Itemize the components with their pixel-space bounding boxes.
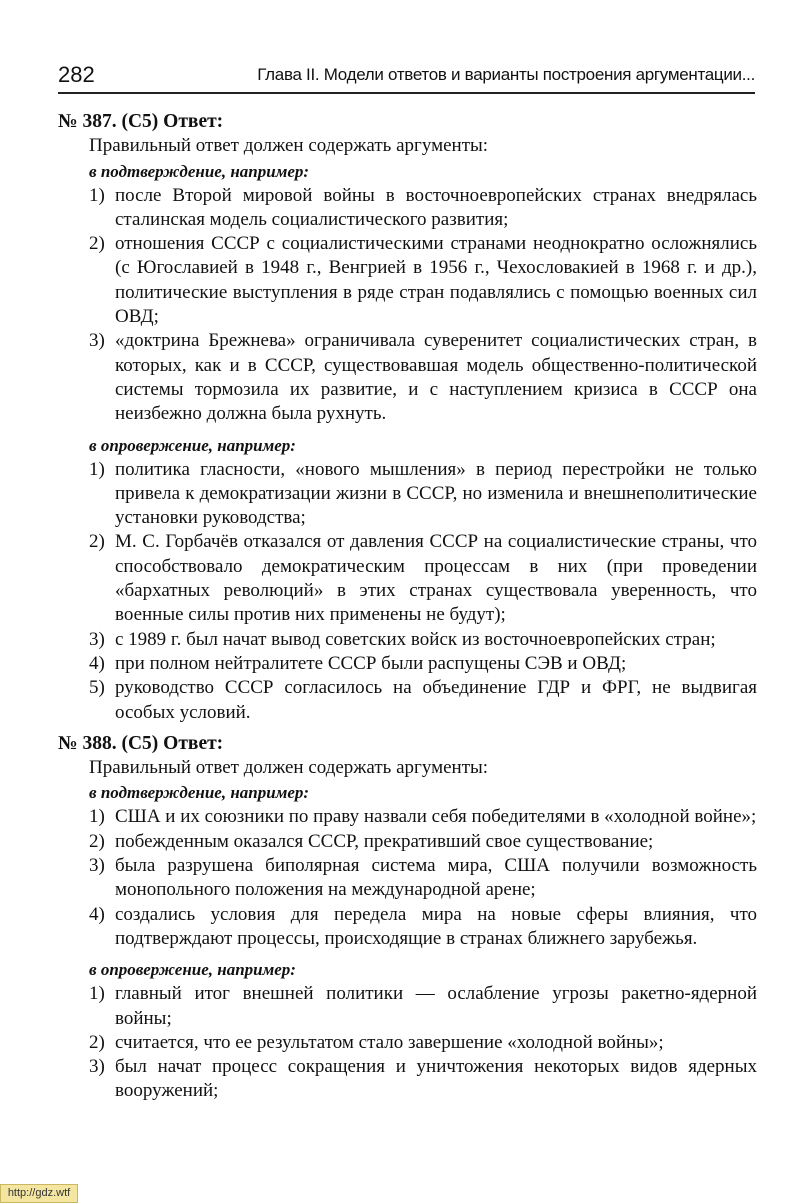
page-number: 282 (58, 62, 95, 87)
item-text: «доктрина Брежнева» ограничивала суверенитет социалистических стран, в которых, как и в СССР, существовавшая модель общественно-политической системы тормозила их развитие, и с наступлением кризиса в СССР она неизбежно должна была рухнуть. (115, 330, 757, 425)
list-item (58, 982, 757, 1031)
task-387 (58, 110, 757, 725)
confirm-list (58, 184, 757, 427)
list-item (58, 1055, 757, 1104)
item-text: считается, что ее результатом стало завершение «холодной войны»; (115, 1031, 664, 1053)
item-text: при полном нейтралитете СССР были распущены СЭВ и ОВД; (115, 652, 627, 674)
running-title: Глава II. Модели ответов и варианты построения аргументации... (257, 65, 755, 84)
item-text: руководство СССР согласилось на объединение ГДР и ФРГ, не выдвигая особых условий. (115, 677, 757, 723)
list-item (58, 458, 757, 531)
task-title: № 388. (С5) Ответ: (58, 732, 224, 754)
item-number: 2) (89, 1031, 105, 1053)
item-number: 3) (89, 1056, 105, 1078)
item-number: 3) (89, 855, 105, 877)
item-text: США и их союзники по праву назвали себя победителями в «холодной войне»; (115, 806, 757, 828)
task-intro: Правильный ответ должен содержать аргументы: (89, 135, 489, 157)
refute-list (58, 458, 757, 725)
page-header (58, 62, 755, 94)
list-item (58, 184, 757, 233)
item-number: 1) (89, 184, 105, 206)
refute-list (58, 982, 757, 1103)
list-item (58, 530, 757, 627)
task-intro: Правильный ответ должен содержать аргументы: (89, 757, 489, 779)
item-number: 3) (89, 628, 105, 650)
list-item (58, 854, 757, 903)
list-item (58, 329, 757, 426)
list-item (58, 652, 757, 676)
item-text: главный итог внешней политики — ослабление угрозы ракетно-ядерной войны; (115, 983, 757, 1029)
list-item (58, 805, 757, 829)
item-text: после Второй мировой войны в восточноевропейских странах внедрялась сталинская модель социалистического развития; (115, 184, 757, 230)
item-number: 4) (89, 903, 105, 925)
list-item (58, 1031, 757, 1055)
list-item (58, 830, 757, 854)
refute-label: в опровержение, например: (89, 435, 296, 455)
item-number: 2) (89, 830, 105, 852)
item-text: была разрушена биполярная система мира, США получили возможность монопольного положения на международной арене; (115, 855, 757, 901)
source-link[interactable]: http://gdz.wtf (0, 1184, 78, 1203)
item-number: 1) (89, 458, 105, 480)
item-number: 1) (89, 983, 105, 1005)
confirm-label: в подтверждение, например: (89, 783, 310, 803)
item-number: 2) (89, 531, 105, 553)
list-item (58, 232, 757, 329)
list-item (58, 903, 757, 952)
item-number: 1) (89, 806, 105, 828)
task-title: № 387. (С5) Ответ: (58, 111, 224, 132)
item-text: был начат процесс сокращения и уничтожения некоторых видов ядерных вооружений; (115, 1056, 757, 1102)
item-text: М. С. Горбачёв отказался от давления СССР на социалистические страны, что способствовало демократическим процессам в них (при проведении «бархатных революций» в этих странах существовала уверенность, что военные силы против них применены не будут); (115, 531, 757, 626)
item-text: политика гласности, «нового мышления» в период перестройки не только привела к демократизации жизни в СССР, но изменила и внешнеполитические установки руководства; (115, 458, 757, 529)
page-content (58, 110, 757, 1111)
item-number: 2) (89, 233, 105, 255)
refute-label: в опровержение, например: (89, 960, 296, 980)
item-number: 4) (89, 652, 105, 674)
item-text: отношения СССР с социалистическими странами неоднократно осложнялись (с Югославией в 1948 г., Венгрией в 1956 г., Чехословакией в 1968 г. и др.), политические выступления в ряде стран подавлялись с помощью военных сил ОВД; (115, 233, 757, 328)
item-text: создались условия для передела мира на новые сферы влияния, что подтверждают процессы, происходящие в странах ближнего зарубежья. (115, 903, 757, 949)
item-number: 5) (89, 677, 105, 699)
item-text: побежденным оказался СССР, прекративший свое существование; (115, 830, 654, 852)
item-text: с 1989 г. был начат вывод советских войск из восточноевропейских стран; (115, 628, 716, 650)
list-item (58, 676, 757, 725)
list-item (58, 628, 757, 652)
item-number: 3) (89, 330, 105, 352)
confirm-list (58, 805, 757, 951)
confirm-label: в подтверждение, например: (89, 161, 310, 181)
task-388 (58, 732, 757, 1104)
